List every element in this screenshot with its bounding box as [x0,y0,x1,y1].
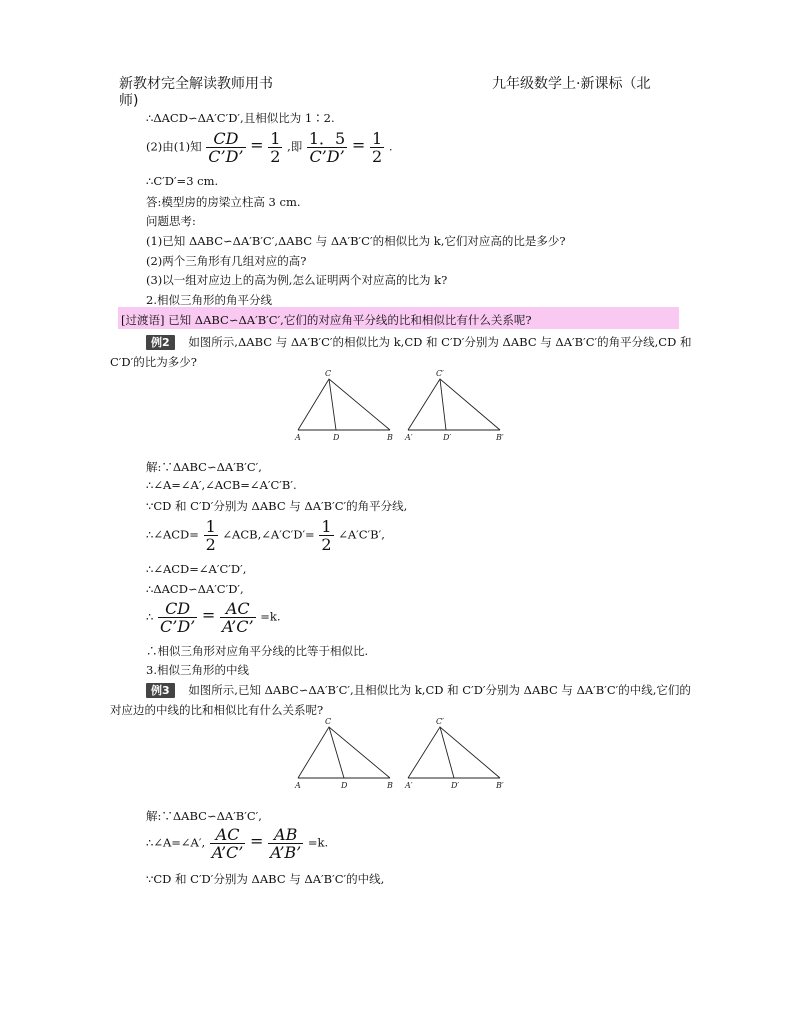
label-d-prime: D′ [443,433,452,442]
triangle-apbpcp [408,727,500,778]
question-item: (3)以一组对应边上的高为例,怎么证明两个对应高的比为 k? [146,273,448,287]
triangle-abc [298,727,390,778]
solution-line: 解:∵ΔABC∽ΔA′B′C′, [146,460,262,474]
label-d: D [333,433,340,442]
figure-angle-bisector-triangles [290,366,515,446]
fraction: $\frac{1.5}{C’D’}$ [308,129,346,166]
label-b-prime: B′ [496,781,504,790]
section-heading: 3.相似三角形的中线 [146,663,249,677]
answer-line: 答:模型房的房梁立柱高 3 cm. [146,195,301,209]
triangle-abc [298,379,390,430]
transition-text: [过渡语] 已知 ΔABC∽ΔA′B′C′,它们的对应角平分线的比和相似比有什么关系呢? [121,313,532,327]
solution-line: ∴ΔACD∽ΔA′C′D′, [146,582,244,596]
header-book-title-continued: 师) [119,93,139,109]
example-3-continued: 对应边的中线的比和相似比有什么关系呢? [110,703,324,717]
median-cd [329,727,344,778]
fraction: $\frac{1}{2}$ [371,129,383,166]
label-a-prime: A′ [405,433,413,442]
label-a: A [295,433,301,442]
question-item: (1)已知 ΔABC∽ΔA′B′C′,ΔABC 与 ΔA′B′C′的相似比为 k,它们对应高的比是多少? [146,234,566,248]
bisector-cpdp [440,379,446,430]
solution-formula-line: ∴ $\frac{CD}{C’D’}$ = $\frac{AC}{A’C’}$ =k. [146,599,281,636]
label-a-prime: A′ [405,781,413,790]
label-c: C [325,717,332,726]
bisector-cd [329,379,336,430]
fraction: $\frac{AC}{A’C’}$ [211,825,244,862]
question-item: (2)两个三角形有几组对应的高? [146,254,307,268]
example-tag: 例3 [146,683,175,698]
label-d-prime: D′ [451,781,460,790]
solution-formula-line: ∴∠A=∠A′, $\frac{AC}{A’C’}$ = $\frac{AB}{A’B’}$ =k. [146,825,329,862]
figure-median-triangles [290,714,515,794]
label-b: B [387,781,393,790]
solution-line: ∵CD 和 C′D′分别为 ΔABC 与 ΔA′B′C′的角平分线, [146,499,408,513]
triangle-apbpcp [408,379,500,430]
fraction: $\frac{1}{2}$ [270,129,281,166]
section-heading: 2.相似三角形的角平分线 [146,293,272,307]
fraction: $\frac{AC}{A’C’}$ [221,599,254,636]
fraction: $\frac{CD}{C’D’}$ [208,129,244,166]
text-line: ∴ΔACD∽ΔA′C′D′,且相似比为 1∶2. [146,111,335,125]
fraction: $\frac{CD}{C’D’}$ [159,599,196,636]
example-3: 例3 如图所示,已知 ΔABC∽ΔA′B′C′,且相似比为 k,CD 和 C′D′分别为 ΔABC 与 ΔA′B′C′的中线,它们的 [146,682,691,698]
text-line: ∴C′D′=3 cm. [146,174,219,188]
label-d: D [341,781,348,790]
solution-line: ∵CD 和 C′D′分别为 ΔABC 与 ΔA′B′C′的中线, [146,872,385,886]
label-c: C [325,369,332,378]
fraction: $\frac{AB}{A’B’}$ [270,825,302,862]
example-2: 例2 如图所示,ΔABC 与 ΔA′B′C′的相似比为 k,CD 和 C′D′分别为 ΔABC 与 ΔA′B′C′的角平分线,CD 和 [146,334,691,350]
question-heading: 问题思考: [146,214,196,228]
label-c-prime: C′ [436,369,444,378]
fraction: $\frac{1}{2}$ [321,517,332,554]
header-grade-title: 九年级数学上·新课标（北 [492,76,651,92]
solution-formula-line: ∴∠ACD= $\frac{1}{2}$ ∠ACB,∠A′C′D′= $\frac{1}{2}$ ∠A′C′B′, [146,517,385,554]
solution-line: ∴∠A=∠A′,∠ACB=∠A′C′B′. [146,478,297,492]
label-b: B [387,433,393,442]
fraction: $\frac{1}{2}$ [205,517,216,554]
median-cpdp [440,727,454,778]
header-book-title: 新教材完全解读教师用书 [119,76,273,92]
formula-line-ratio: (2)由(1)知 $\frac{CD}{C’D’}$ = $\frac{1}{2}$ ,即 $\frac{1.5}{C’D’}$ = $\frac{1}{2}$ . [146,129,393,166]
example-2-continued: C′D′的比为多少? [110,355,197,369]
solution-line: 解:∵ΔABC∽ΔA′B′C′, [146,809,262,823]
example-tag: 例2 [146,335,175,350]
conclusion-line: ∴相似三角形对应角平分线的比等于相似比. [146,644,369,658]
label-a: A [295,781,301,790]
label-b-prime: B′ [496,433,504,442]
solution-line: ∴∠ACD=∠A′C′D′, [146,562,247,576]
label-c-prime: C′ [436,717,444,726]
